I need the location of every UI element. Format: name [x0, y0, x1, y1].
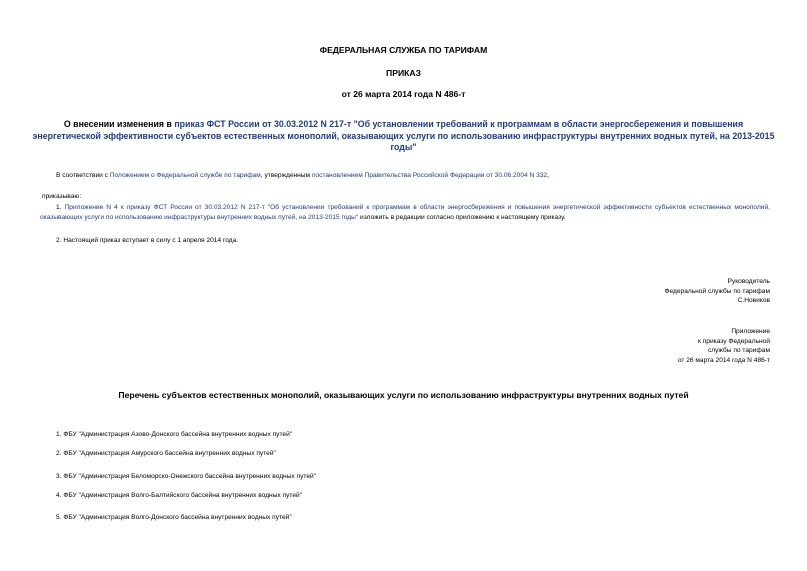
list-item: 5. ФБУ "Администрация Волго-Донского бассейна внутренних водных путей": [56, 514, 292, 521]
regulation-link[interactable]: Положением о Федеральной службе по тарифам: [109, 172, 261, 179]
signature-block: [560, 277, 770, 306]
title-prefix: О внесении изменения в: [63, 119, 175, 129]
agency-heading: ФЕДЕРАЛЬНАЯ СЛУЖБА ПО ТАРИФАМ: [319, 45, 488, 55]
list-title: Перечень субъектов естественных монополий, оказывающих услуги по использованию инфраструктуры внутренних водных путей: [118, 390, 689, 400]
order-item-1: [40, 203, 770, 222]
signature-name: С.Новиков: [737, 297, 770, 304]
list-item: 2. ФБУ "Администрация Амурского бассейна внутренних водных путей": [56, 450, 276, 457]
appendix-ref: службы по тарифам: [707, 347, 770, 354]
orders-word: приказываю:: [42, 193, 82, 200]
preamble-text: В соответствии с: [56, 172, 110, 179]
appendix-link[interactable]: Приложение N 4 к приказу ФСТ России от 30.03.2012 N 217-т "Об установлении требований к программам в области энергосбережения и повышения энергетической эффективности субъектов естественных монополий, оказывающих услуги по использованию инфраструктуры внутренних водных путей, на 2013-2015 годы": [40, 204, 770, 221]
appendix-date: от 26 марта 2014 года N 486-т: [677, 356, 770, 364]
list-item: 4. ФБУ "Администрация Волго-Балтийского бассейна внутренних водных путей": [56, 492, 303, 499]
preamble-text: , утвержденным: [260, 172, 312, 179]
item-number: 1.: [56, 204, 65, 211]
government-decree-link[interactable]: постановлением Правительства Российской Федерации от 30.06.2004 N 332: [311, 172, 548, 179]
list-item: 3. ФБУ "Администрация Беломорско-Онежского бассейна внутренних водных путей": [56, 473, 317, 480]
appendix-ref: к приказу Федеральной: [698, 337, 770, 345]
preamble: [56, 171, 776, 181]
item-text: изложить в редакции согласно приложению к настоящему приказу.: [358, 213, 566, 221]
doc-date: от 26 марта 2014 года N 486-т: [341, 89, 466, 99]
preamble-text: ,: [547, 172, 549, 179]
signature-title: Руководитель: [727, 278, 770, 285]
signature-org: Федеральной службы по тарифам: [664, 287, 770, 295]
list-item: 1. ФБУ "Администрация Азово-Донского бассейна внутренних водных путей": [56, 431, 293, 438]
doc-type-heading: ПРИКАЗ: [386, 68, 421, 78]
appendix-label: Приложение: [731, 328, 770, 335]
order-item-2: 2. Настоящий приказ вступает в силу с 1 апреля 2014 года.: [56, 237, 239, 244]
title-link[interactable]: приказ ФСТ России от 30.03.2012 N 217-т "Об установлении требований к программам в области энергосбережения и повышения энергетической эффективности субъектов естественных монополий, оказывающих услуги по использованию инфраструктуры внутренних водных путей, на 2013-2015 годы": [32, 119, 775, 152]
appendix-block: [560, 327, 770, 365]
document-title: [30, 119, 777, 154]
